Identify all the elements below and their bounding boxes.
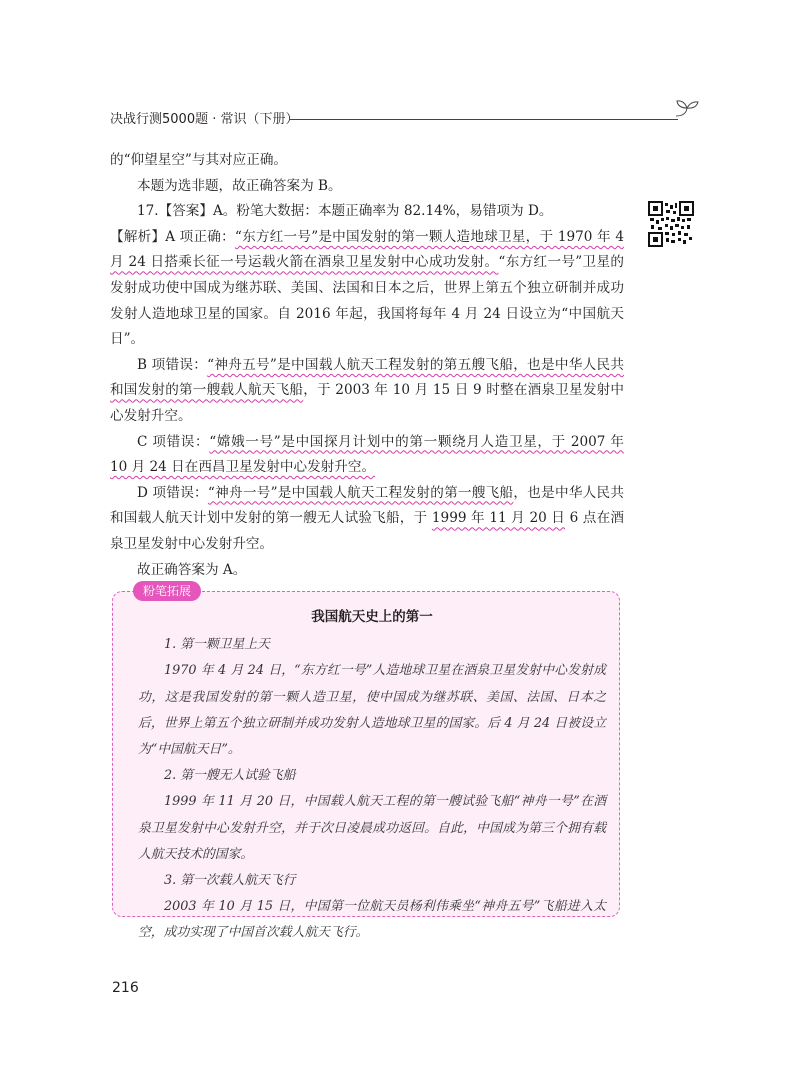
extension-item: 1999 年 11 月 20 日，中国载人航天工程的第一艘试验飞船“神舟一号”在酒泉卫星发射中心发射升空，并于次日凌晨成功返回。自此，中国成为第三个拥有载人航天技术的国家。 [138, 794, 606, 862]
underlined-text: “东方红一号”是中国发射的第一颗人造地球卫星，于 1970 年 4 月 24 日搭乘长征一号运载火箭在酒泉卫星发射中心成功发射。 [110, 228, 624, 271]
answer-line: 17.【答案】A。粉笔大数据：本题正确率为 82.14%，易错项为 D。 [137, 203, 553, 220]
extension-tag: 粉笔拓展 [133, 581, 201, 601]
extension-item: 2. 第一艘无人试验飞船 [164, 768, 296, 784]
header-rule [290, 119, 678, 120]
extension-item: 3. 第一次载人航天飞行 [164, 873, 296, 889]
underlined-text: “神舟一号”是中国载人航天工程发射的第一艘飞船 [207, 484, 514, 501]
underlined-text: 1999 年 11 月 20 日 [431, 510, 566, 527]
extension-item: 2003 年 10 月 15 日，中国第一位航天员杨利伟乘坐“神舟五号”飞船进入太空，成功实现了中国首次载人航天飞行。 [138, 899, 606, 941]
analysis-label: 【解析】 [110, 228, 166, 245]
analysis-paragraph-a: 【解析】A 项正确：“东方红一号”是中国发射的第一颗人造地球卫星，于 1970 年 4 月 24 日搭乘长征一号运载火箭在酒泉卫星发射中心成功发射。“东方红一号”卫星的发射成功使中国成为继苏联、美国、法国和日本之后，世界上第五个独立研制并成功发射人造地球卫星的国家。自 2016 年起，我国将每年 4 月 24 日设立为“中国航天日”。 [110, 228, 624, 348]
analysis-paragraph-b: B 项错误：“神舟五号”是中国载人航天工程发射的第五艘飞船，也是中华人民共和国发射的第一艘载人航天飞船，于 2003 年 10 月 15 日 9 时整在酒泉卫星发射中心发射升空。 [110, 356, 625, 424]
extension-title: 我国航天史上的第一 [311, 609, 433, 625]
page-number: 216 [112, 980, 139, 996]
extension-content [138, 604, 606, 947]
book-title: 决战行测5000题 · 常识（下册） [110, 112, 299, 127]
page-header [110, 104, 700, 128]
leaf-sprout-icon [674, 98, 700, 122]
paragraph: 故正确答案为 A。 [137, 561, 247, 578]
paragraph: 的“仰望星空”与其对应正确。 [110, 152, 288, 168]
analysis-paragraph-d: D 项错误：“神舟一号”是中国载人航天工程发射的第一艘飞船，也是中华人民共和国载人航天计划中发射的第一艘无人试验飞船，于 1999 年 11 月 20 日 6 点在酒泉卫星发射中心发射升空。 [110, 484, 624, 552]
answer-content [110, 148, 624, 583]
underlined-text: “神舟五号”是中国载人航天工程发射的第五艘飞船，也是中华人民共和国发射的第一艘载人航天飞船 [110, 356, 624, 399]
extension-item: 1. 第一颗卫星上天 [164, 637, 270, 653]
paragraph: 本题为选非题，故正确答案为 B。 [137, 177, 342, 194]
qr-code-icon[interactable] [648, 201, 694, 247]
analysis-paragraph-c: C 项错误：“嫦娥一号”是中国探月计划中的第一颗绕月人造卫星，于 2007 年 10 月 24 日在西昌卫星发射中心发射升空。 [110, 433, 624, 476]
extension-item: 1970 年 4 月 24 日，“东方红一号”人造地球卫星在酒泉卫星发射中心发射成功，这是我国发射的第一颗人造卫星，使中国成为继苏联、美国、法国、日本之后，世界上第五个独立研制并成功发射人造地球卫星的国家。后 4 月 24 日被设立为“中国航天日”。 [138, 663, 606, 758]
underlined-text: “嫦娥一号”是中国探月计划中的第一颗绕月人造卫星，于 2007 年 10 月 24 日在西昌卫星发射中心发射升空。 [110, 433, 624, 476]
